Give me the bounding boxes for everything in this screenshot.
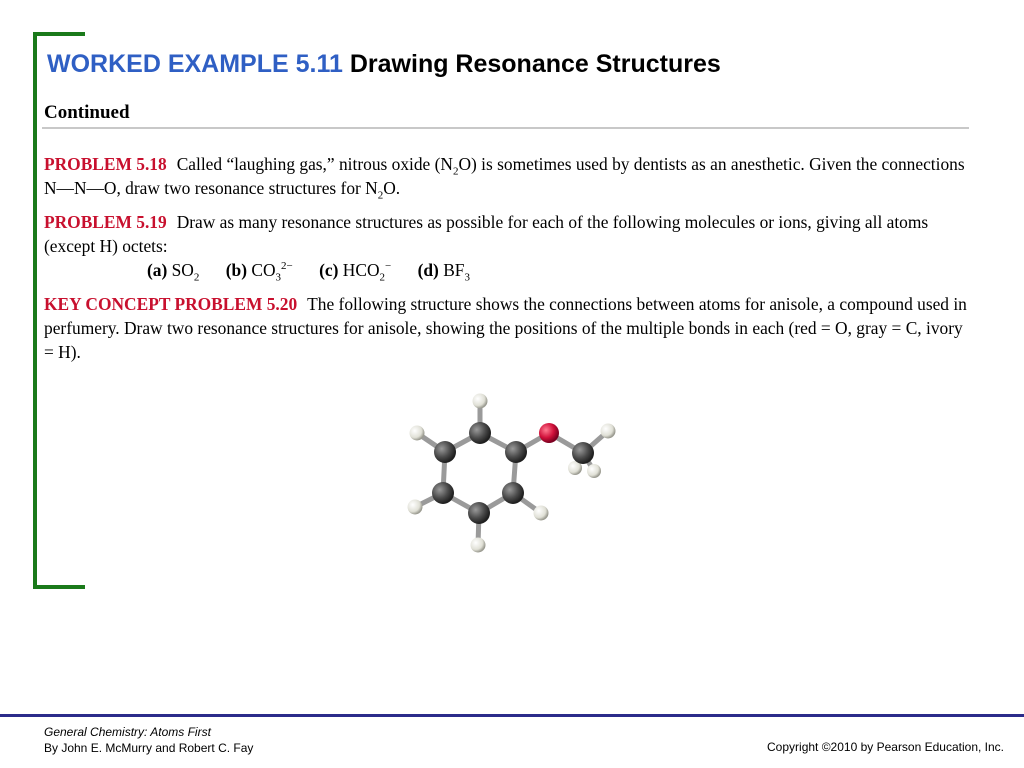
footer-citation	[44, 724, 253, 756]
header-divider	[42, 127, 969, 129]
carbon-atom	[434, 441, 456, 463]
worked-example-title: Drawing Resonance Structures	[349, 50, 721, 78]
problem-5-19-text: Draw as many resonance structures as possible for each of the following molecules or ions, giving all atoms (except H) octets:	[44, 212, 929, 256]
part-formula: BF	[443, 260, 465, 280]
problem-5-18-text-a: Called “laughing gas,” nitrous oxide (N	[176, 154, 453, 174]
subscript: 3	[275, 271, 282, 284]
part-b	[225, 260, 293, 284]
superscript: 2−	[281, 260, 293, 273]
book-authors: By John E. McMurry and Robert C. Fay	[44, 741, 254, 755]
hydrogen-atom	[601, 424, 616, 439]
slide-title	[47, 50, 721, 79]
subscript: 2	[193, 271, 200, 284]
problem-5-20-label: KEY CONCEPT PROBLEM 5.20	[44, 294, 298, 314]
hydrogen-atom	[473, 394, 488, 409]
worked-example-label: WORKED EXAMPLE 5.11	[47, 50, 343, 78]
part-formula: HCO	[342, 260, 380, 280]
superscript: −	[385, 260, 392, 273]
problem-5-18-label: PROBLEM 5.18	[44, 154, 167, 174]
hydrogen-atom	[471, 538, 486, 553]
part-formula: SO	[171, 260, 194, 280]
problem-5-18	[44, 152, 974, 200]
hydrogen-atom	[410, 426, 425, 441]
subscript: 2	[377, 189, 384, 202]
footer-divider	[0, 714, 1024, 717]
problem-5-19	[44, 210, 974, 258]
book-title: General Chemistry: Atoms First	[44, 725, 211, 739]
problem-5-19-parts	[44, 258, 974, 282]
carbon-atom	[432, 482, 454, 504]
hydrogen-atom	[408, 500, 423, 515]
carbon-atom	[468, 502, 490, 524]
oxygen-atom	[539, 423, 559, 443]
subscript: 2	[379, 271, 385, 284]
carbon-atom	[469, 422, 491, 444]
part-letter: (d)	[417, 260, 439, 280]
copyright-notice: Copyright ©2010 by Pearson Education, Inc.	[767, 740, 1004, 754]
part-letter: (b)	[225, 260, 247, 280]
part-letter: (c)	[319, 260, 339, 280]
part-formula: CO	[251, 260, 276, 280]
problem-5-18-text-b: O) is sometimes used by dentists as an anesthetic. Given the connections N—N—O, draw two resonance structures for N	[44, 154, 965, 198]
hydrogen-atom	[534, 506, 549, 521]
subscript: 3	[464, 271, 470, 284]
carbon-atom	[505, 441, 527, 463]
subscript: 2	[452, 165, 459, 178]
hydrogen-atom	[587, 464, 601, 478]
slide-subtitle: Continued	[44, 102, 130, 123]
carbon-atom	[502, 482, 524, 504]
part-d	[417, 260, 470, 284]
part-a	[147, 260, 200, 284]
part-letter: (a)	[147, 260, 168, 280]
problem-5-20	[44, 292, 974, 364]
problem-5-20-text: The following structure shows the connections between atoms for anisole, a compound used in perfumery. Draw two resonance structures for anisole, showing the positions of the multiple bonds in each (red = O, gray = C, ivory = H).	[44, 294, 967, 362]
problem-5-19-label: PROBLEM 5.19	[44, 212, 167, 232]
problem-5-18-text-c: O.	[383, 178, 401, 198]
anisole-molecule-image	[395, 385, 635, 565]
part-c	[319, 260, 392, 284]
carbon-atom	[572, 442, 594, 464]
problems-section	[44, 152, 974, 374]
